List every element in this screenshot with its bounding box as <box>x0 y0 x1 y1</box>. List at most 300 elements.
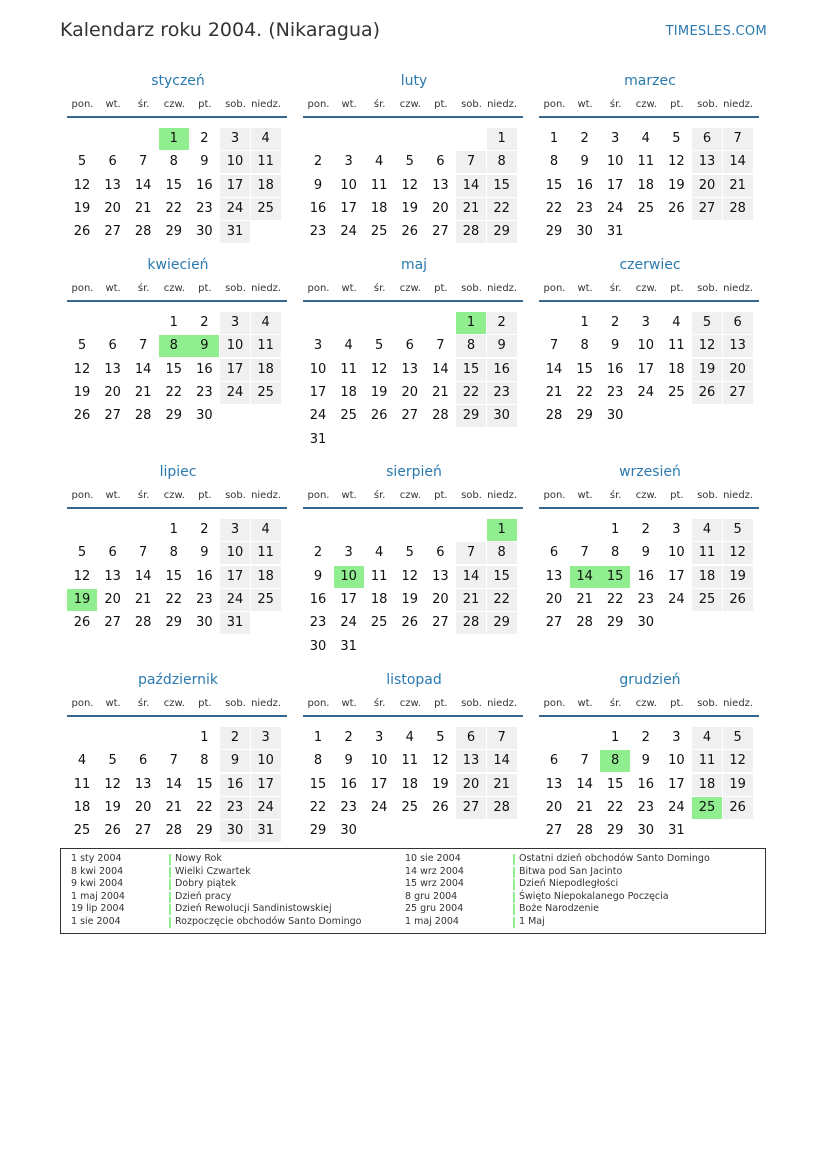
day-cell: 2 <box>611 315 620 330</box>
legend-date: 14 wrz 2004 <box>405 865 464 877</box>
weekday-header: wt. <box>341 698 357 709</box>
day-cell: 27 <box>723 382 753 404</box>
weekday-header: śr. <box>137 283 150 294</box>
weekday-header: pt. <box>670 490 684 501</box>
day-cell: 26 <box>73 615 91 631</box>
day-cell: 2 <box>487 312 517 334</box>
day-cell: 18 <box>370 591 388 607</box>
day-cell: 28 <box>432 408 449 424</box>
legend-date: 8 gru 2004 <box>405 890 458 902</box>
day-cell: 3 <box>313 338 323 354</box>
weekday-header: sob. <box>225 698 246 709</box>
day-cell: 3 <box>344 154 353 170</box>
day-cell: 18 <box>251 359 281 381</box>
day-cell: 15 <box>576 361 593 377</box>
day-cell: 27 <box>134 823 152 839</box>
day-cell: 7 <box>169 753 178 769</box>
day-cell: 17 <box>251 774 281 796</box>
weekday-header: sob. <box>697 99 718 110</box>
day-cell: 27 <box>545 615 563 631</box>
day-cell: 7 <box>456 542 486 564</box>
legend-holiday-name: Nowy Rok <box>169 853 361 866</box>
day-cell: 20 <box>432 200 449 216</box>
day-cell: 3 <box>375 730 384 745</box>
legend-holiday-name: Bitwa pod San Jacinto <box>513 866 710 879</box>
day-cell: 21 <box>576 799 593 815</box>
day-cell: 12 <box>723 750 753 772</box>
day-cell: 26 <box>668 200 685 216</box>
day-cell: 18 <box>401 776 419 792</box>
weekday-header: śr. <box>609 698 622 709</box>
day-cell: 20 <box>545 799 563 815</box>
day-cell: 27 <box>104 408 121 424</box>
day-cell: 30 <box>606 408 624 424</box>
weekday-header: niedz. <box>487 698 518 709</box>
legend-date: 1 maj 2004 <box>405 915 459 927</box>
day-cell: 14 <box>134 361 152 377</box>
day-cell: 31 <box>340 638 357 654</box>
month-name: kwiecień <box>147 257 209 273</box>
day-cell: 10 <box>668 545 685 561</box>
holiday-day-cell: 8 <box>600 750 630 772</box>
day-cell: 4 <box>77 753 87 769</box>
day-cell: 5 <box>77 338 87 354</box>
month-name: listopad <box>386 672 442 688</box>
day-cell: 29 <box>545 224 563 240</box>
weekday-header: sob. <box>461 698 482 709</box>
day-cell: 28 <box>134 615 152 631</box>
day-cell: 9 <box>487 335 517 357</box>
day-cell: 12 <box>723 542 753 564</box>
day-cell: 5 <box>436 730 445 745</box>
day-cell: 16 <box>309 200 327 216</box>
day-cell: 12 <box>432 753 449 769</box>
day-cell: 9 <box>641 753 650 769</box>
weekday-header: pt. <box>434 698 448 709</box>
day-cell: 30 <box>196 224 213 240</box>
day-cell: 1 <box>313 730 323 745</box>
weekday-header: niedz. <box>487 99 518 110</box>
day-cell: 7 <box>456 151 486 173</box>
day-cell: 20 <box>104 591 121 607</box>
day-cell: 12 <box>73 177 91 193</box>
day-cell: 24 <box>309 408 327 424</box>
weekday-header: czw. <box>635 283 657 294</box>
day-cell: 17 <box>309 384 327 400</box>
day-cell: 18 <box>668 361 685 377</box>
month-name: październik <box>138 672 218 688</box>
day-cell: 7 <box>580 753 589 769</box>
day-cell: 31 <box>251 820 281 842</box>
day-cell: 24 <box>606 200 624 216</box>
day-cell: 13 <box>692 151 722 173</box>
day-cell: 6 <box>436 154 445 170</box>
weekday-header: pon. <box>71 698 94 709</box>
holiday-legend <box>60 848 766 934</box>
header-rule <box>67 300 287 302</box>
day-cell: 12 <box>73 568 91 584</box>
legend-date: 9 kwi 2004 <box>71 878 124 890</box>
weekday-header: sob. <box>225 283 246 294</box>
weekday-header: wt. <box>341 99 357 110</box>
day-cell: 18 <box>251 566 281 588</box>
day-cell: 29 <box>309 823 327 839</box>
legend-holiday-name: Ostatni dzień obchodów Santo Domingo <box>513 853 710 866</box>
day-cell: 4 <box>672 315 681 330</box>
month-name: luty <box>400 73 428 89</box>
legend-holiday-name: Święto Niepokalanego Poczęcia <box>513 891 710 904</box>
day-cell: 11 <box>692 542 722 564</box>
day-cell: 2 <box>641 522 650 537</box>
day-cell: 8 <box>200 753 209 769</box>
day-cell: 2 <box>641 730 650 745</box>
day-cell: 24 <box>220 589 250 611</box>
day-cell: 13 <box>545 568 563 584</box>
day-cell: 17 <box>370 776 388 792</box>
day-cell: 29 <box>456 405 486 427</box>
day-cell: 13 <box>456 750 486 772</box>
day-cell: 24 <box>637 384 655 400</box>
weekday-header: wt. <box>577 698 593 709</box>
day-cell: 20 <box>545 591 563 607</box>
weekday-header: sob. <box>461 490 482 501</box>
day-cell: 20 <box>692 175 722 197</box>
day-cell: 28 <box>487 797 517 819</box>
legend-date: 1 sty 2004 <box>71 853 122 864</box>
day-cell: 30 <box>220 820 250 842</box>
day-cell: 15 <box>487 566 517 588</box>
day-cell: 26 <box>73 408 91 424</box>
day-cell: 17 <box>668 776 685 792</box>
day-cell: 13 <box>545 776 563 792</box>
weekday-header: sob. <box>461 283 482 294</box>
day-cell: 19 <box>723 566 753 588</box>
day-cell: 16 <box>220 774 250 796</box>
day-cell: 10 <box>220 542 250 564</box>
day-cell: 9 <box>344 753 353 769</box>
day-cell: 26 <box>432 799 449 815</box>
day-cell: 12 <box>104 776 121 792</box>
day-cell: 7 <box>436 338 445 354</box>
legend-col-names-1 <box>169 853 361 929</box>
day-cell: 1 <box>611 522 620 537</box>
day-cell: 6 <box>692 128 722 150</box>
day-cell: 8 <box>580 338 589 354</box>
weekday-header: niedz. <box>251 283 282 294</box>
day-cell: 2 <box>580 131 589 146</box>
day-cell: 21 <box>487 774 517 796</box>
weekday-header: wt. <box>341 490 357 501</box>
day-cell: 3 <box>344 545 353 561</box>
day-cell: 22 <box>309 799 327 815</box>
day-cell: 29 <box>196 823 213 839</box>
day-cell: 1 <box>611 730 620 745</box>
day-cell: 9 <box>641 545 650 561</box>
day-cell: 21 <box>134 591 152 607</box>
day-cell: 21 <box>545 384 563 400</box>
day-cell: 7 <box>723 128 753 150</box>
day-cell: 14 <box>456 566 486 588</box>
weekday-header: pon. <box>543 698 566 709</box>
day-cell: 14 <box>134 568 152 584</box>
day-cell: 23 <box>196 200 213 216</box>
day-cell: 1 <box>200 730 209 745</box>
holiday-day-cell: 15 <box>600 566 630 588</box>
day-cell: 30 <box>487 405 517 427</box>
legend-holiday-name: Boże Narodzenie <box>513 903 710 916</box>
month-name: grudzień <box>619 672 681 688</box>
day-cell: 12 <box>668 154 685 170</box>
weekday-header: czw. <box>163 698 185 709</box>
day-cell: 9 <box>220 750 250 772</box>
weekday-header: czw. <box>399 490 421 501</box>
day-cell: 8 <box>611 545 620 561</box>
day-cell: 31 <box>220 612 250 634</box>
day-cell: 25 <box>340 408 357 424</box>
day-cell: 26 <box>104 823 121 839</box>
day-cell: 6 <box>139 753 148 769</box>
day-cell: 15 <box>309 776 327 792</box>
month-name: wrzesień <box>619 464 681 480</box>
day-cell: 24 <box>668 591 685 607</box>
day-cell: 20 <box>723 359 753 381</box>
day-cell: 23 <box>637 591 655 607</box>
day-cell: 26 <box>73 224 91 240</box>
day-cell: 6 <box>108 338 117 354</box>
day-cell: 2 <box>313 154 323 170</box>
day-cell: 22 <box>606 591 624 607</box>
day-cell: 15 <box>165 568 183 584</box>
day-cell: 4 <box>405 730 414 745</box>
header-rule <box>67 507 287 509</box>
day-cell: 21 <box>456 198 486 220</box>
month-name: czerwiec <box>619 257 681 273</box>
legend-holiday-name: Dzień pracy <box>169 891 361 904</box>
day-cell: 5 <box>108 753 117 769</box>
day-cell: 23 <box>487 382 517 404</box>
holiday-day-cell: 1 <box>487 519 517 541</box>
weekday-header: niedz. <box>723 698 754 709</box>
day-cell: 29 <box>165 224 183 240</box>
day-cell: 26 <box>401 224 419 240</box>
day-cell: 10 <box>309 361 327 377</box>
legend-date: 25 gru 2004 <box>405 903 464 915</box>
weekday-header: wt. <box>341 283 357 294</box>
holiday-day-cell: 1 <box>456 312 486 334</box>
day-cell: 30 <box>637 615 655 631</box>
day-cell: 27 <box>456 797 486 819</box>
weekday-header: śr. <box>373 490 386 501</box>
day-cell: 30 <box>196 615 213 631</box>
weekday-header: niedz. <box>251 99 282 110</box>
day-cell: 21 <box>456 589 486 611</box>
day-cell: 6 <box>108 154 117 170</box>
day-cell: 6 <box>108 545 117 561</box>
day-cell: 6 <box>723 312 753 334</box>
day-cell: 22 <box>456 382 486 404</box>
weekday-header: pt. <box>198 698 212 709</box>
day-cell: 3 <box>641 315 650 330</box>
day-cell: 7 <box>139 545 148 561</box>
day-cell: 11 <box>370 177 388 193</box>
day-cell: 11 <box>668 338 685 354</box>
legend-holiday-name: Wielki Czwartek <box>169 866 361 879</box>
day-cell: 28 <box>134 408 152 424</box>
day-cell: 25 <box>251 589 281 611</box>
weekday-header: pt. <box>434 490 448 501</box>
day-cell: 11 <box>340 361 357 377</box>
day-cell: 8 <box>549 154 559 170</box>
weekday-header: sob. <box>697 490 718 501</box>
day-cell: 4 <box>251 312 281 334</box>
day-cell: 25 <box>668 384 685 400</box>
day-cell: 25 <box>73 823 91 839</box>
day-cell: 19 <box>432 776 449 792</box>
weekday-header: pon. <box>543 490 566 501</box>
day-cell: 9 <box>200 154 209 170</box>
header-rule <box>303 116 523 118</box>
day-cell: 6 <box>436 545 445 561</box>
month-name: marzec <box>624 73 676 89</box>
day-cell: 4 <box>375 545 384 561</box>
weekday-header: pon. <box>543 283 566 294</box>
day-cell: 12 <box>401 568 419 584</box>
day-cell: 13 <box>104 361 121 377</box>
day-cell: 20 <box>432 591 449 607</box>
site-logo-link[interactable]: TIMESLES.COM <box>665 24 767 39</box>
day-cell: 27 <box>692 198 722 220</box>
day-cell: 28 <box>576 615 593 631</box>
day-cell: 10 <box>606 154 624 170</box>
day-cell: 13 <box>723 335 753 357</box>
day-cell: 27 <box>104 224 121 240</box>
day-cell: 30 <box>576 224 593 240</box>
day-cell: 12 <box>401 177 419 193</box>
day-cell: 5 <box>77 154 87 170</box>
day-cell: 5 <box>723 727 753 749</box>
day-cell: 12 <box>692 335 722 357</box>
day-cell: 3 <box>220 312 250 334</box>
weekday-header: czw. <box>399 698 421 709</box>
header-rule <box>303 300 523 302</box>
weekday-header: czw. <box>635 490 657 501</box>
page-title: Kalendarz roku 2004. (Nikaragua) <box>60 19 381 41</box>
weekday-header: niedz. <box>251 490 282 501</box>
day-cell: 19 <box>692 359 722 381</box>
day-cell: 27 <box>432 615 449 631</box>
day-cell: 10 <box>370 753 388 769</box>
weekday-header: wt. <box>105 99 121 110</box>
day-cell: 16 <box>196 177 213 193</box>
day-cell: 2 <box>313 545 323 561</box>
day-cell: 18 <box>692 566 722 588</box>
holiday-day-cell: 14 <box>570 566 600 588</box>
day-cell: 8 <box>487 542 517 564</box>
day-cell: 25 <box>370 224 388 240</box>
day-cell: 24 <box>340 224 357 240</box>
holiday-day-cell: 8 <box>159 335 189 357</box>
weekday-header: pon. <box>307 99 330 110</box>
day-cell: 21 <box>723 175 753 197</box>
day-cell: 13 <box>134 776 152 792</box>
day-cell: 6 <box>549 545 559 561</box>
day-cell: 20 <box>401 384 419 400</box>
day-cell: 26 <box>692 382 722 404</box>
day-cell: 19 <box>401 591 419 607</box>
day-cell: 17 <box>220 359 250 381</box>
day-cell: 23 <box>576 200 593 216</box>
weekday-header: pon. <box>543 99 566 110</box>
day-cell: 5 <box>723 519 753 541</box>
day-cell: 5 <box>405 545 414 561</box>
day-cell: 31 <box>668 823 685 839</box>
weekday-header: wt. <box>105 698 121 709</box>
day-cell: 22 <box>165 591 183 607</box>
day-cell: 11 <box>401 753 419 769</box>
day-cell: 16 <box>637 776 655 792</box>
weekday-header: czw. <box>163 99 185 110</box>
day-cell: 19 <box>723 774 753 796</box>
weekday-header: sob. <box>697 283 718 294</box>
month-name: sierpień <box>386 464 442 480</box>
weekday-header: czw. <box>163 490 185 501</box>
weekday-header: czw. <box>635 99 657 110</box>
day-cell: 16 <box>196 361 213 377</box>
day-cell: 4 <box>251 519 281 541</box>
day-cell: 28 <box>456 221 486 243</box>
day-cell: 30 <box>309 638 327 654</box>
weekday-header: niedz. <box>723 283 754 294</box>
day-cell: 14 <box>134 177 152 193</box>
day-cell: 15 <box>165 177 183 193</box>
weekday-header: wt. <box>105 283 121 294</box>
day-cell: 4 <box>692 519 722 541</box>
header-rule <box>539 300 759 302</box>
day-cell: 4 <box>692 727 722 749</box>
day-cell: 6 <box>405 338 414 354</box>
day-cell: 19 <box>370 384 388 400</box>
day-cell: 18 <box>370 200 388 216</box>
day-cell: 30 <box>340 823 357 839</box>
day-cell: 19 <box>104 799 121 815</box>
day-cell: 22 <box>576 384 593 400</box>
day-cell: 26 <box>723 589 753 611</box>
weekday-header: niedz. <box>487 490 518 501</box>
day-cell: 14 <box>487 750 517 772</box>
day-cell: 15 <box>606 776 624 792</box>
day-cell: 14 <box>456 175 486 197</box>
day-cell: 5 <box>375 338 384 354</box>
holiday-day-cell: 9 <box>189 335 219 357</box>
legend-holiday-name: 1 Maj <box>513 916 710 929</box>
weekday-header: pt. <box>670 698 684 709</box>
day-cell: 24 <box>220 382 250 404</box>
day-cell: 31 <box>606 224 624 240</box>
day-cell: 28 <box>134 224 152 240</box>
day-cell: 20 <box>104 200 121 216</box>
day-cell: 13 <box>432 568 449 584</box>
day-cell: 31 <box>220 221 250 243</box>
day-cell: 18 <box>637 177 655 193</box>
day-cell: 1 <box>169 522 178 537</box>
weekday-header: pt. <box>198 283 212 294</box>
day-cell: 11 <box>692 750 722 772</box>
legend-date: 19 lip 2004 <box>71 903 125 915</box>
day-cell: 9 <box>200 545 209 561</box>
day-cell: 6 <box>549 753 559 769</box>
weekday-header: wt. <box>577 283 593 294</box>
day-cell: 7 <box>580 545 589 561</box>
